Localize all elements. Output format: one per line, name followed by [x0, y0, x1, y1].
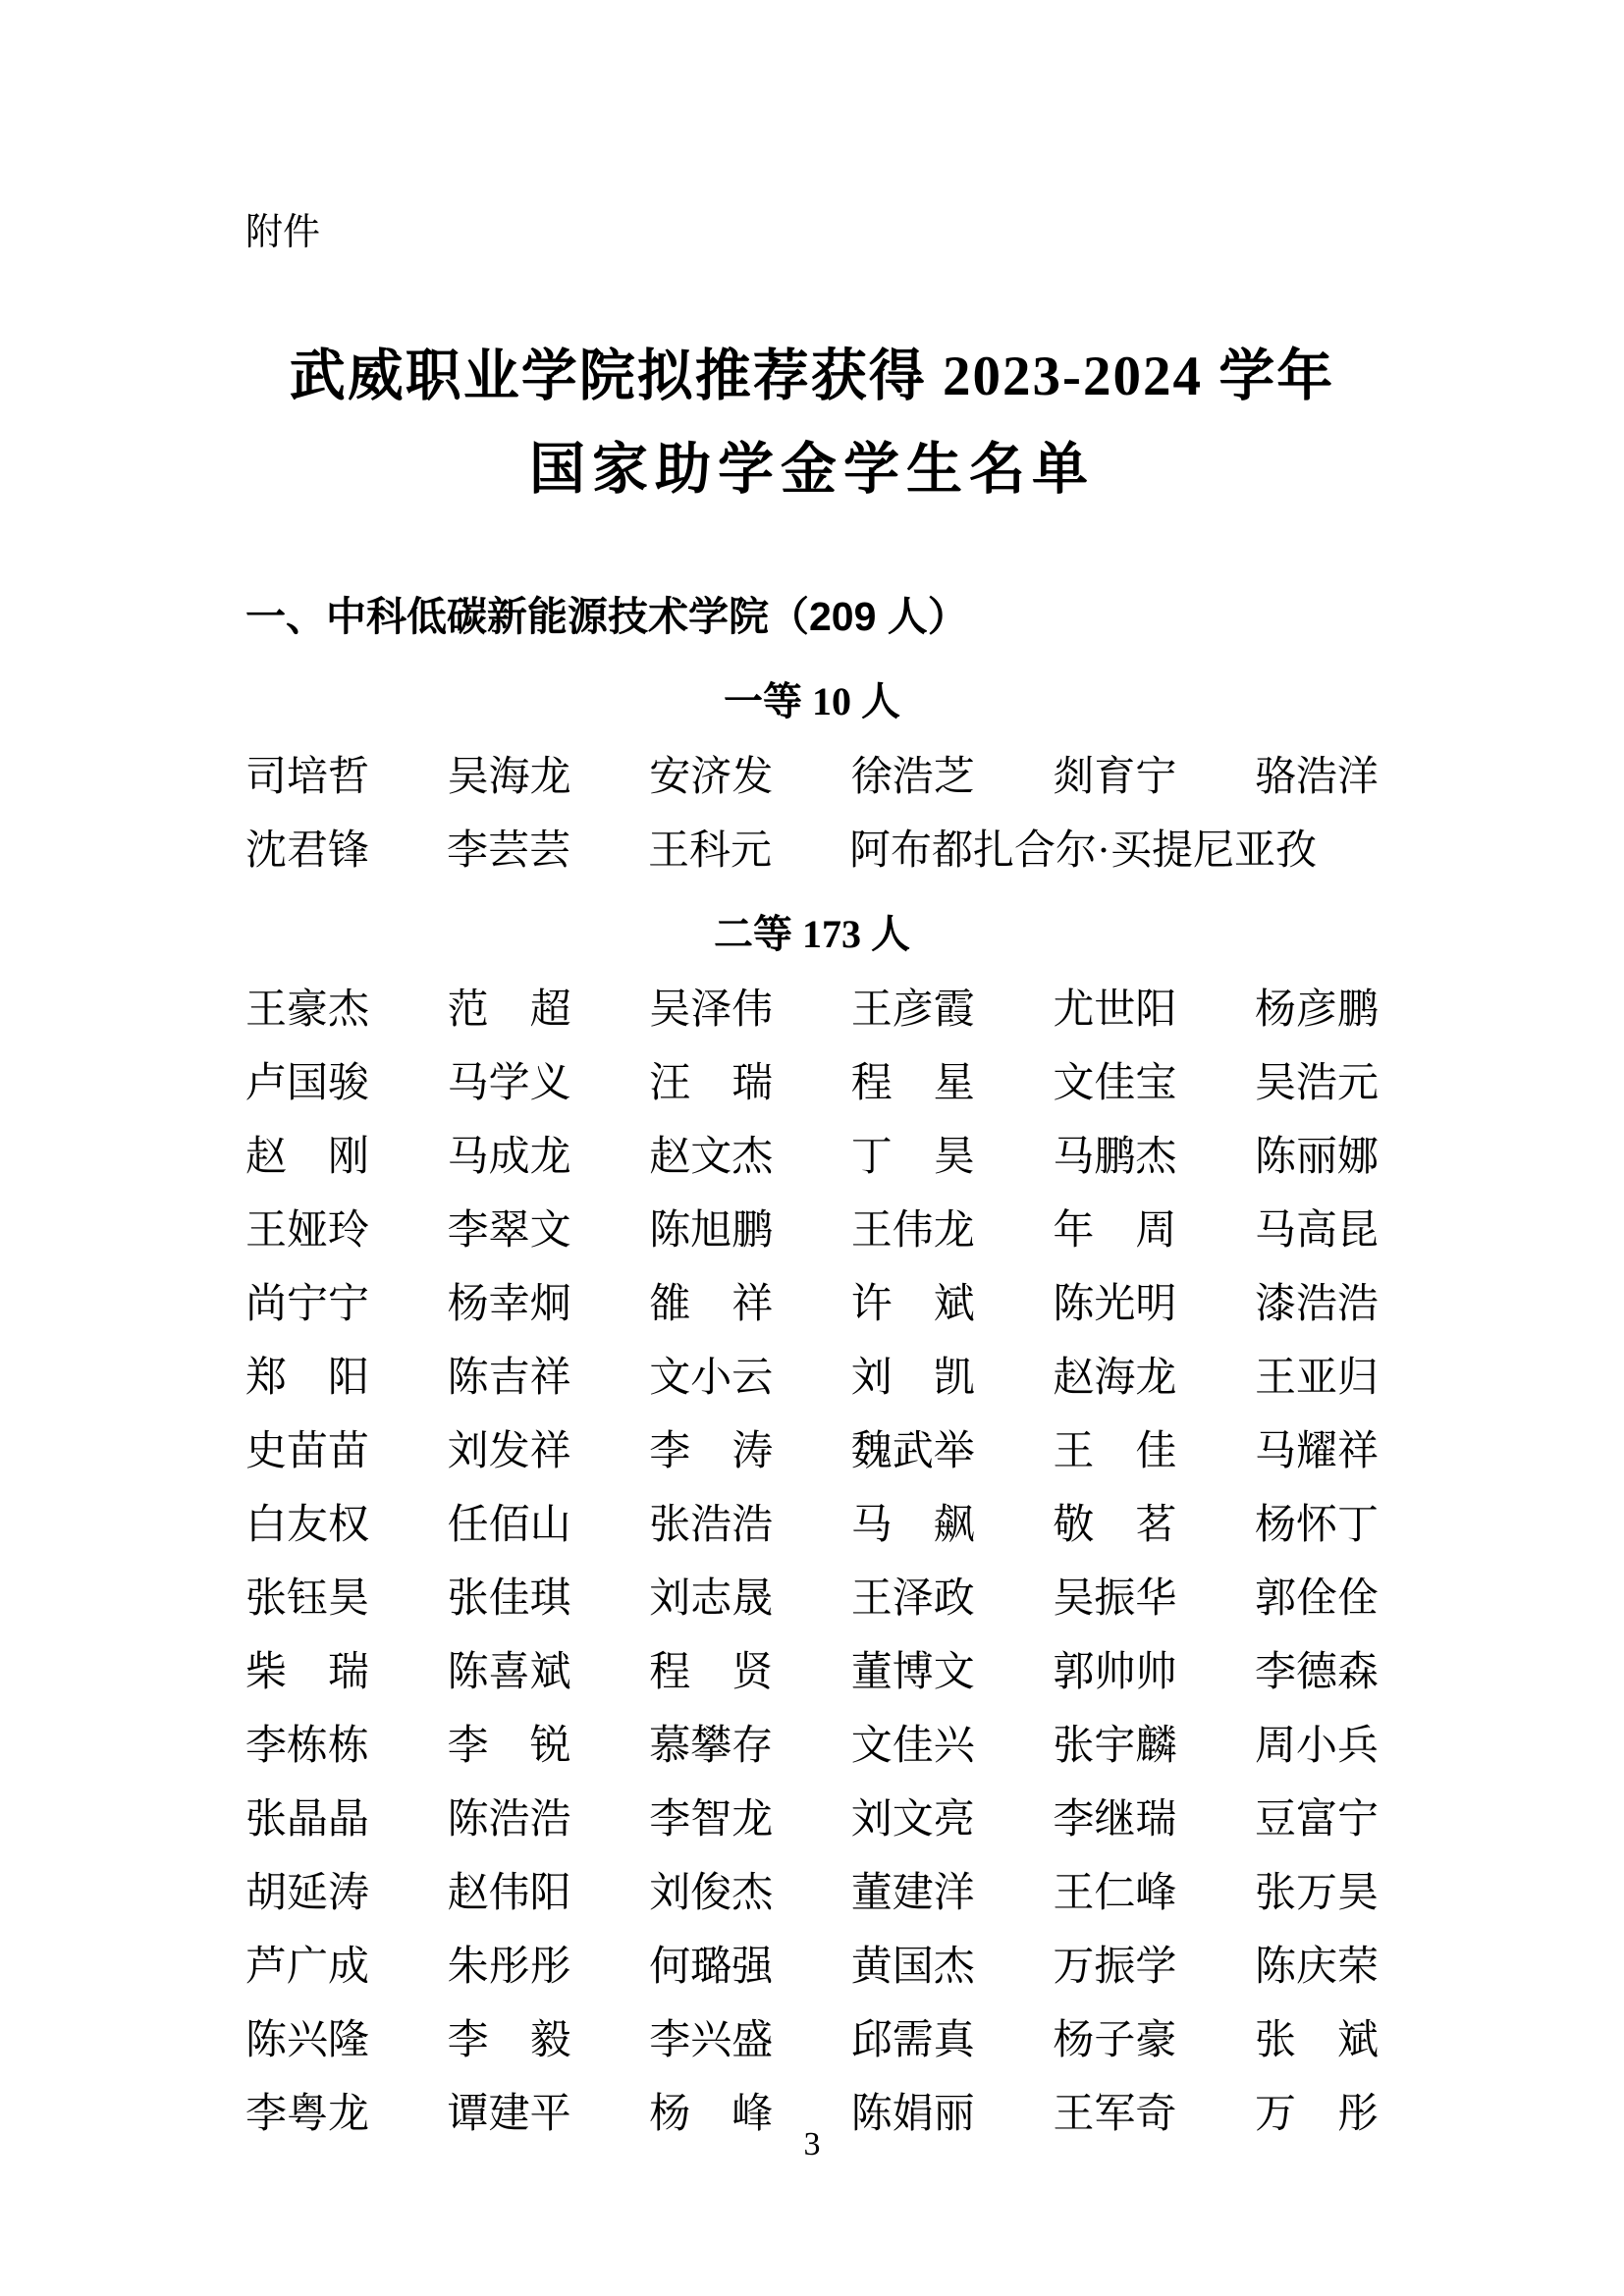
student-name: 丁 昊	[850, 1135, 975, 1180]
student-name: 杨 峰	[649, 2092, 774, 2137]
grades-container	[0, 679, 1624, 2137]
student-name: 李粤龙	[245, 2092, 370, 2137]
student-name: 王彦霞	[850, 988, 975, 1033]
student-name: 王军奇	[1053, 2092, 1177, 2137]
student-name: 陈兴隆	[245, 2018, 370, 2063]
grade-heading: 一等 10 人	[724, 679, 900, 723]
name-rows	[245, 757, 1379, 872]
attachment-label: 附件	[245, 212, 321, 253]
student-name: 黄国杰	[850, 1945, 975, 1990]
student-name: 刘俊杰	[649, 1871, 774, 1916]
student-name: 万 彤	[1254, 2092, 1379, 2137]
student-name: 朱彤彤	[447, 1945, 571, 1990]
student-name: 文佳兴	[850, 1724, 975, 1769]
student-name: 范 超	[447, 988, 571, 1033]
student-name: 汪 瑞	[649, 1061, 774, 1106]
student-name: 马 飙	[850, 1503, 975, 1548]
name-row	[245, 1358, 1379, 1399]
student-name: 张宇麟	[1053, 1724, 1177, 1769]
student-name: 史苗苗	[245, 1429, 370, 1474]
student-name: 王泽政	[850, 1576, 975, 1622]
student-name: 程 贤	[649, 1650, 774, 1695]
student-name: 马鹏杰	[1053, 1135, 1177, 1180]
student-name: 陈旭鹏	[649, 1208, 774, 1254]
student-name: 魏武举	[850, 1429, 975, 1474]
student-name: 杨怀丁	[1254, 1503, 1379, 1548]
student-name: 李 锐	[447, 1724, 571, 1769]
student-name: 张浩浩	[649, 1503, 774, 1548]
student-name: 赵伟阳	[447, 1871, 571, 1916]
student-name: 雒 祥	[649, 1282, 774, 1327]
student-name: 王亚归	[1254, 1356, 1379, 1401]
student-name: 吴泽伟	[649, 988, 774, 1033]
student-name: 年 周	[1053, 1208, 1177, 1254]
student-name: 马高昆	[1254, 1208, 1379, 1254]
title-line-2: 国家助学金学生名单	[529, 439, 1095, 501]
student-name: 豆富宁	[1254, 1797, 1379, 1842]
name-row	[245, 830, 1379, 872]
student-name: 刘 凯	[850, 1356, 975, 1401]
student-name: 万振学	[1053, 1945, 1177, 1990]
student-name: 任佰山	[447, 1503, 571, 1548]
student-name: 胡延涛	[245, 1871, 370, 1916]
student-name: 吴振华	[1053, 1576, 1177, 1622]
student-name: 阿布都扎合尔·买提尼亚孜	[849, 828, 1317, 874]
name-row	[245, 1652, 1379, 1693]
student-name: 刘文亮	[850, 1797, 975, 1842]
name-row	[245, 1431, 1379, 1472]
student-name: 吴浩元	[1254, 1061, 1379, 1106]
student-name: 张晶晶	[245, 1797, 370, 1842]
student-name: 董博文	[850, 1650, 975, 1695]
student-name: 刘志晟	[649, 1576, 774, 1622]
student-name: 吴海龙	[447, 755, 571, 800]
student-name: 杨彦鹏	[1254, 988, 1379, 1033]
name-row	[245, 1799, 1379, 1841]
page-number: 3	[803, 2126, 821, 2163]
student-name: 陈娟丽	[850, 2092, 975, 2137]
student-name: 王伟龙	[850, 1208, 975, 1254]
student-name: 柴 瑞	[245, 1650, 370, 1695]
student-name: 李 毅	[447, 2018, 571, 2063]
student-name: 慕攀存	[649, 1724, 774, 1769]
student-name: 李德森	[1254, 1650, 1379, 1695]
student-name: 尤世阳	[1053, 988, 1177, 1033]
student-name: 芦广成	[245, 1945, 370, 1990]
student-name: 王科元	[648, 828, 773, 874]
student-name: 陈浩浩	[447, 1797, 571, 1842]
name-row	[245, 1726, 1379, 1767]
student-name: 许 斌	[850, 1282, 975, 1327]
student-name: 张 斌	[1254, 2018, 1379, 2063]
student-name: 剡育宁	[1053, 755, 1177, 800]
student-name: 邱需真	[850, 2018, 975, 2063]
name-row	[245, 989, 1379, 1031]
student-name: 郑 阳	[245, 1356, 370, 1401]
student-name: 李栋栋	[245, 1724, 370, 1769]
student-name: 张钰昊	[245, 1576, 370, 1622]
name-rows	[245, 989, 1379, 2135]
name-row	[245, 2020, 1379, 2061]
student-name: 王 佳	[1053, 1429, 1177, 1474]
student-name: 刘发祥	[447, 1429, 571, 1474]
name-row	[245, 1505, 1379, 1546]
student-name: 董建洋	[850, 1871, 975, 1916]
student-name: 马学义	[447, 1061, 571, 1106]
student-name: 陈丽娜	[1254, 1135, 1379, 1180]
document-title	[118, 330, 1506, 516]
grade-heading: 二等 173 人	[714, 912, 910, 956]
title-line-1: 武威职业学院拟推荐获得 2023-2024 学年	[289, 346, 1335, 407]
section-heading: 一、中科低碳新能源技术学院（209 人）	[245, 594, 968, 639]
student-name: 张佳琪	[447, 1576, 571, 1622]
student-name: 郭帅帅	[1053, 1650, 1177, 1695]
name-row	[245, 1873, 1379, 1914]
student-name: 陈吉祥	[447, 1356, 571, 1401]
student-name: 文佳宝	[1053, 1061, 1177, 1106]
student-name: 谭建平	[447, 2092, 571, 2137]
name-row	[245, 1137, 1379, 1178]
student-name: 尚宁宁	[245, 1282, 370, 1327]
name-row	[245, 1210, 1379, 1252]
student-name: 漆浩浩	[1254, 1282, 1379, 1327]
student-name: 陈庆荣	[1254, 1945, 1379, 1990]
student-name: 李 涛	[649, 1429, 774, 1474]
student-name: 陈光明	[1053, 1282, 1177, 1327]
name-row	[245, 1947, 1379, 1988]
student-name: 文小云	[649, 1356, 774, 1401]
student-name: 程 星	[850, 1061, 975, 1106]
student-name: 王仁峰	[1053, 1871, 1177, 1916]
student-name: 司培哲	[245, 755, 370, 800]
name-row	[245, 1063, 1379, 1104]
student-name: 王娅玲	[245, 1208, 370, 1254]
student-name: 赵 刚	[245, 1135, 370, 1180]
student-name: 敬 茗	[1053, 1503, 1177, 1548]
student-name: 李兴盛	[649, 2018, 774, 2063]
student-name: 何璐强	[649, 1945, 774, 1990]
name-row	[245, 1284, 1379, 1325]
student-name: 徐浩芝	[850, 755, 975, 800]
student-name: 张万昊	[1254, 1871, 1379, 1916]
student-name: 李翠文	[447, 1208, 571, 1254]
student-name: 郭佺佺	[1254, 1576, 1379, 1622]
student-name: 安济发	[649, 755, 774, 800]
student-name: 杨幸炯	[447, 1282, 571, 1327]
student-name: 李智龙	[649, 1797, 774, 1842]
name-row	[245, 757, 1379, 798]
student-name: 杨子豪	[1053, 2018, 1177, 2063]
student-name: 王豪杰	[245, 988, 370, 1033]
student-name: 李芸芸	[447, 828, 571, 874]
student-name: 赵文杰	[649, 1135, 774, 1180]
name-row	[245, 1578, 1379, 1620]
student-name: 沈君锋	[245, 828, 370, 874]
student-name: 陈喜斌	[447, 1650, 571, 1695]
student-name: 李继瑞	[1053, 1797, 1177, 1842]
student-name: 白友权	[245, 1503, 370, 1548]
student-name: 马成龙	[447, 1135, 571, 1180]
student-name: 马耀祥	[1254, 1429, 1379, 1474]
student-name: 赵海龙	[1053, 1356, 1177, 1401]
student-name: 骆浩洋	[1254, 755, 1379, 800]
student-name: 周小兵	[1254, 1724, 1379, 1769]
student-name: 卢国骏	[245, 1061, 370, 1106]
